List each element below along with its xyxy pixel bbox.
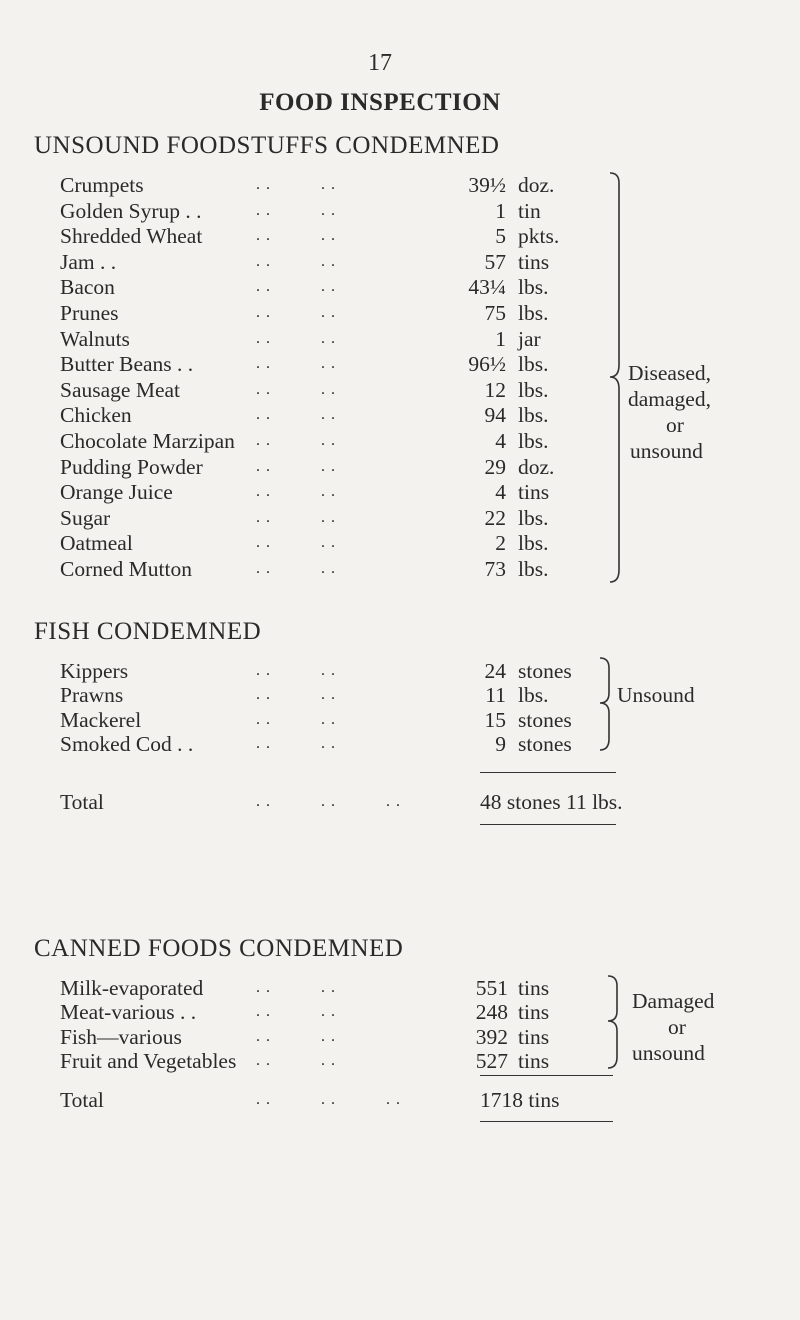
item-quantity: 5 bbox=[495, 224, 506, 249]
dot-leader: . . . . bbox=[256, 1027, 336, 1045]
item-unit: stones bbox=[518, 659, 572, 683]
item-name: Smoked Cod . . bbox=[60, 731, 194, 756]
fish-total-row bbox=[60, 789, 623, 815]
item-quantity: 22 bbox=[484, 505, 506, 530]
item-quantity: 43¼ bbox=[468, 275, 506, 300]
unsound-note-4: unsound bbox=[630, 439, 703, 463]
item-unit: lbs. bbox=[518, 275, 549, 300]
dot-leader: . . . . bbox=[256, 1051, 336, 1069]
item-row bbox=[60, 274, 620, 300]
item-unit: jar bbox=[518, 326, 541, 351]
item-quantity: 2 bbox=[495, 531, 506, 556]
item-unit: tin bbox=[518, 198, 541, 223]
item-unit: tins bbox=[518, 1000, 550, 1025]
item-name: Prawns bbox=[60, 683, 124, 708]
item-name: Kippers bbox=[60, 659, 129, 683]
canned-note-3: unsound bbox=[632, 1041, 705, 1065]
item-name: Fruit and Vegetables bbox=[60, 1048, 237, 1073]
item-row bbox=[60, 223, 620, 249]
item-row bbox=[60, 479, 620, 505]
item-name: Oatmeal bbox=[60, 531, 133, 556]
item-unit: lbs. bbox=[518, 557, 549, 581]
dot-leader: . . . . bbox=[256, 710, 336, 728]
item-row bbox=[60, 428, 620, 454]
item-row bbox=[60, 682, 620, 708]
item-name: Jam . . bbox=[60, 249, 117, 274]
dot-leader: . . . . bbox=[256, 278, 336, 296]
canned-total-value: 1718 tins bbox=[480, 1088, 560, 1112]
fish-brace bbox=[596, 655, 626, 765]
dot-leader: . . . . bbox=[256, 252, 336, 270]
item-unit: doz. bbox=[518, 173, 555, 197]
dot-leader: . . . . bbox=[256, 662, 336, 679]
item-quantity: 551 bbox=[475, 976, 508, 1000]
item-name: Orange Juice bbox=[60, 480, 173, 505]
canned-section-title: CANNED FOODS CONDEMNED bbox=[34, 935, 404, 962]
item-unit: lbs. bbox=[518, 403, 549, 428]
dot-leader: . . . . bbox=[256, 686, 336, 704]
item-name: Sugar bbox=[60, 505, 111, 530]
canned-note-2: or bbox=[668, 1015, 686, 1039]
dot-leader: . . . . bbox=[256, 406, 336, 424]
canned-total-label: Total bbox=[60, 1088, 104, 1112]
fish-total-rule-bottom bbox=[480, 824, 616, 825]
item-quantity: 94 bbox=[484, 403, 506, 428]
item-quantity: 392 bbox=[475, 1024, 508, 1049]
item-quantity: 12 bbox=[484, 377, 506, 402]
item-row bbox=[60, 1048, 620, 1074]
item-unit: doz. bbox=[518, 454, 555, 479]
item-row bbox=[60, 172, 620, 198]
item-row bbox=[60, 999, 620, 1025]
item-unit: lbs. bbox=[518, 531, 549, 556]
dot-leader: . . . . bbox=[256, 176, 336, 193]
item-name: Meat-various . . bbox=[60, 1000, 197, 1025]
dot-leader: . . . . bbox=[256, 734, 336, 752]
dot-leader: . . . . bbox=[256, 329, 336, 347]
unsound-note-2: damaged, bbox=[628, 387, 711, 411]
item-unit: stones bbox=[518, 731, 572, 756]
dot-leader: . . . . bbox=[256, 201, 336, 219]
dot-leader: . . . . bbox=[256, 380, 336, 398]
item-unit: stones bbox=[518, 707, 572, 732]
item-unit: lbs. bbox=[518, 377, 549, 402]
item-quantity: 4 bbox=[495, 480, 506, 505]
item-quantity: 57 bbox=[484, 249, 506, 274]
item-quantity: 248 bbox=[475, 1000, 508, 1025]
item-unit: tins bbox=[518, 480, 550, 505]
dot-leader: . . . . bbox=[256, 979, 336, 996]
dot-leader: . . . . bbox=[256, 227, 336, 245]
page-number: 17 bbox=[368, 50, 392, 76]
item-name: Chicken bbox=[60, 403, 132, 428]
dot-leader: . . . . bbox=[256, 355, 336, 373]
item-row bbox=[60, 326, 620, 352]
item-name: Walnuts bbox=[60, 326, 130, 351]
item-unit: lbs. bbox=[518, 301, 549, 325]
canned-total-row bbox=[60, 1087, 620, 1113]
item-row bbox=[60, 1024, 620, 1050]
item-quantity: 527 bbox=[475, 1048, 508, 1073]
fish-section-title: FISH CONDEMNED bbox=[34, 618, 262, 645]
dot-leader: . . . . bbox=[256, 457, 336, 475]
item-quantity: 96½ bbox=[468, 352, 506, 377]
item-row bbox=[60, 454, 620, 480]
item-quantity: 9 bbox=[495, 731, 506, 756]
item-name: Crumpets bbox=[60, 173, 144, 197]
fish-note: Unsound bbox=[617, 683, 695, 707]
unsound-note-3: or bbox=[666, 413, 684, 437]
item-unit: pkts. bbox=[518, 224, 560, 249]
canned-total-dots: . . . . . . bbox=[256, 1091, 401, 1108]
dot-leader: . . . . bbox=[256, 304, 336, 321]
unsound-note-1: Diseased, bbox=[628, 361, 711, 385]
item-quantity: 4 bbox=[495, 429, 506, 453]
item-quantity: 1 bbox=[495, 326, 506, 351]
item-name: Pudding Powder bbox=[60, 454, 203, 479]
item-row bbox=[60, 975, 620, 1001]
unsound-section-title: UNSOUND FOODSTUFFS CONDEMNED bbox=[34, 132, 500, 159]
item-quantity: 39½ bbox=[468, 173, 506, 197]
item-row bbox=[60, 198, 620, 224]
item-row bbox=[60, 377, 620, 403]
item-name: Bacon bbox=[60, 275, 115, 300]
dot-leader: . . . . bbox=[256, 508, 336, 526]
dot-leader: . . . . bbox=[256, 1003, 336, 1021]
item-quantity: 29 bbox=[484, 454, 506, 479]
item-row bbox=[60, 658, 620, 684]
canned-total-rule-bottom bbox=[480, 1121, 613, 1122]
canned-note-1: Damaged bbox=[632, 989, 715, 1013]
dot-leader: . . . . bbox=[256, 560, 336, 577]
item-row bbox=[60, 300, 620, 326]
dot-leader: . . . . bbox=[256, 432, 336, 449]
item-unit: tins bbox=[518, 1024, 550, 1049]
page-heading: FOOD INSPECTION bbox=[259, 89, 501, 116]
item-quantity: 1 bbox=[495, 198, 506, 223]
item-name: Shredded Wheat bbox=[60, 224, 203, 249]
item-name: Mackerel bbox=[60, 707, 142, 732]
item-name: Prunes bbox=[60, 301, 119, 325]
item-unit: lbs. bbox=[518, 352, 549, 377]
item-row bbox=[60, 249, 620, 275]
dot-leader: . . . . bbox=[256, 483, 336, 501]
item-quantity: 73 bbox=[484, 557, 506, 581]
item-name: Butter Beans . . bbox=[60, 352, 194, 377]
item-unit: lbs. bbox=[518, 429, 549, 453]
item-name: Corned Mutton bbox=[60, 557, 192, 581]
item-quantity: 15 bbox=[484, 707, 506, 732]
item-name: Fish—various bbox=[60, 1024, 182, 1049]
item-row bbox=[60, 556, 620, 582]
item-name: Golden Syrup . . bbox=[60, 198, 202, 223]
item-unit: tins bbox=[518, 1048, 550, 1073]
item-quantity: 11 bbox=[485, 683, 506, 708]
item-quantity: 24 bbox=[484, 659, 506, 683]
item-quantity: 75 bbox=[484, 301, 506, 325]
item-row bbox=[60, 505, 620, 531]
item-name: Chocolate Marzipan bbox=[60, 429, 235, 453]
item-unit: tins bbox=[518, 249, 550, 274]
item-unit: lbs. bbox=[518, 505, 549, 530]
item-name: Sausage Meat bbox=[60, 377, 181, 402]
item-row bbox=[60, 402, 620, 428]
canned-total-rule-top bbox=[480, 1075, 613, 1076]
fish-total-label: Total bbox=[60, 790, 104, 814]
item-name: Milk-evaporated bbox=[60, 976, 204, 1000]
fish-total-rule-top bbox=[480, 772, 616, 773]
item-row bbox=[60, 351, 620, 377]
canned-brace bbox=[604, 973, 634, 1083]
item-unit: lbs. bbox=[518, 683, 549, 708]
item-unit: tins bbox=[518, 976, 550, 1000]
fish-total-dots: . . . . . . bbox=[256, 793, 401, 810]
item-row bbox=[60, 731, 620, 757]
dot-leader: . . . . bbox=[256, 534, 336, 552]
fish-total-value: 48 stones 11 lbs. bbox=[480, 790, 623, 814]
item-row bbox=[60, 707, 620, 733]
item-row bbox=[60, 530, 620, 556]
